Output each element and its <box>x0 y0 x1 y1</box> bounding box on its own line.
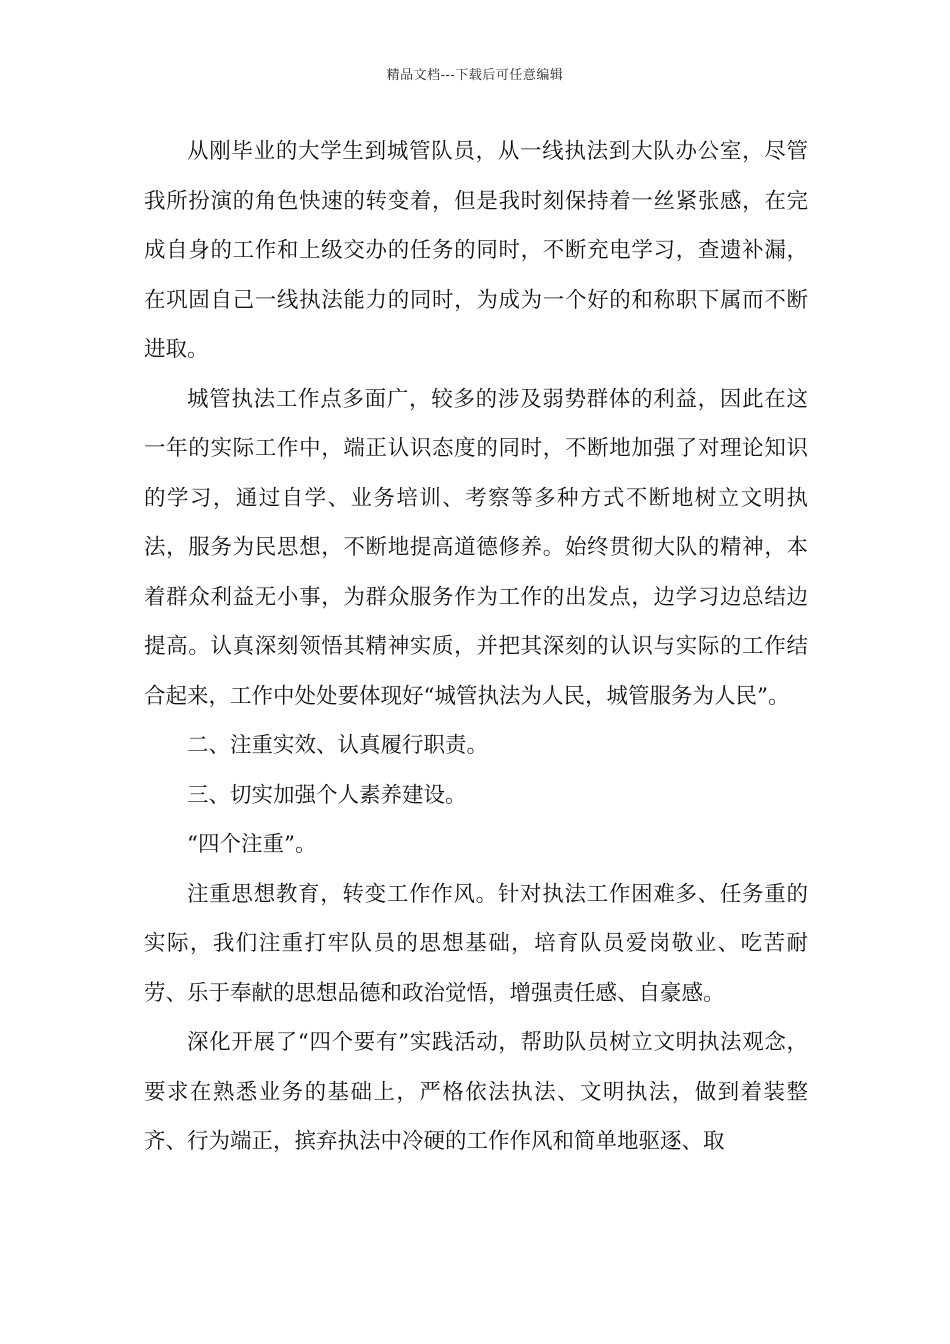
paragraph: 注重思想教育，转变工作作风。针对执法工作困难多、任务重的实际，我们注重打牢队员的思想基础，培育队员爱岗敬业、吃苦耐劳、乐于奉献的思想品德和政治觉悟，增强责任感、自豪感。 <box>144 881 808 1006</box>
page-header: 精品文档---下载后可任意编辑 <box>386 68 564 83</box>
section-heading: 二、注重实效、认真履行职责。 <box>187 733 489 758</box>
section-heading: 三、切实加强个人素养建设。 <box>187 782 467 808</box>
paragraph: 深化开展了“四个要有”实践活动，帮助队员树立文明执法观念，要求在熟悉业务的基础上，严格依法执法、文明执法，做到着装整齐、行为端正，摈弃执法中冷硬的工作作风和简单地驱逐、取 <box>144 1030 808 1154</box>
document-body <box>144 127 808 1167</box>
subsection-heading: “四个注重”。 <box>187 832 317 857</box>
paragraph: 城管执法工作点多面广，较多的涉及弱势群体的利益，因此在这一年的实际工作中，端正认识态度的同时，不断地加强了对理论知识的学习，通过自学、业务培训、考察等多种方式不断地树立文明执法，服务为民思想，不断地提高道德修养。始终贯彻大队的精神，本着群众利益无小事，为群众服务作为工作的出发点，边学习边总结边提高。认真深刻领悟其精神实质，并把其深刻的认识与实际的工作结合起来，工作中处处要体现好“城管执法为人民，城管服务为人民”。 <box>144 386 808 709</box>
paragraph: 从刚毕业的大学生到城管队员，从一线执法到大队办公室，尽管我所扮演的角色快速的转变着，但是我时刻保持着一丝紧张感，在完成自身的工作和上级交办的任务的同时，不断充电学习，查遗补漏，在巩固自己一线执法能力的同时，为成为一个好的和称职下属而不断进取。 <box>144 139 808 362</box>
